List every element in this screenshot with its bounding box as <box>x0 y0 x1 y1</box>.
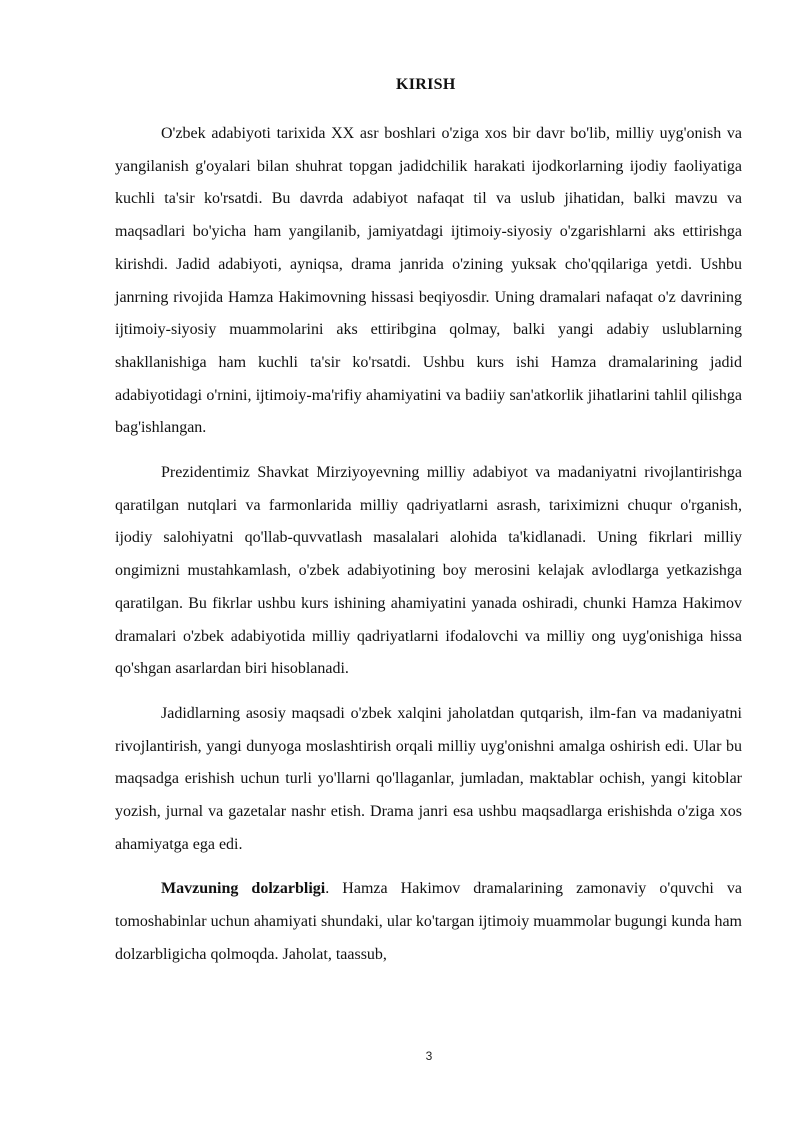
body-text <box>115 118 742 984</box>
section-title: KIRISH <box>396 76 456 93</box>
paragraph-1 <box>115 118 742 445</box>
paragraph-text: . Hamza Hakimov dramalarining zamonaviy o'quvchi va tomoshabinlar uchun ahamiyati shundaki, ular ko'targan ijtimoiy muammolar bugungi kunda ham dolzarbligicha qolmoqda. Jaholat, taassub, <box>115 880 742 963</box>
paragraph-4 <box>115 873 742 971</box>
paragraph-text: Prezidentimiz Shavkat Mirziyoyevning milliy adabiyot va madaniyatni rivojlantirishga qaratilgan nutqlari va farmonlarida milliy qadriyatlarni asrash, tariximizni chuqur o'rganish, ijodiy salohiyatni qo'llab-quvvatlash masalalari alohida ta'kidlanadi. Uning fikrlari milliy ongimizni mustahkamlash, o'zbek adabiyotining boy merosini kelajak avlodlarga yetkazishga qaratilgan. Bu fikrlar ushbu kurs ishining ahamiyatini yanada oshiradi, chunki Hamza Hakimov dramalari o'zbek adabiyotida milliy qadriyatlarni ifodalovchi va milliy ong uyg'onishiga hissa qo'shgan asarlardan biri hisoblanadi. <box>115 464 742 678</box>
paragraph-lead-bold: Mavzuning dolzarbligi <box>161 880 326 898</box>
paragraph-2 <box>115 457 742 686</box>
paragraph-text: Jadidlarning asosiy maqsadi o'zbek xalqini jaholatdan qutqarish, ilm-fan va madaniyatni rivojlantirish, yangi dunyoga moslashtirish orqali milliy uyg'onishni amalga oshirish edi. Ular bu maqsadga erishish uchun turli yo'llarni qo'llaganlar, jumladan, maktablar ochish, yangi kitoblar yozish, jurnal va gazetalar nashr etish. Drama janri esa ushbu maqsadlarga erishishda o'ziga xos ahamiyatga ega edi. <box>115 704 742 853</box>
paragraph-text: O'zbek adabiyoti tarixida XX asr boshlari o'ziga xos bir davr bo'lib, milliy uyg'onish va yangilanish g'oyalari bilan shuhrat topgan jadidchilik harakati ijodkorlarning ijodiy faoliyatiga kuchli ta'sir ko'rsatdi. Bu davrda adabiyot nafaqat til va uslub jihatidan, balki mavzu va maqsadlari bo'yicha ham yangilanib, jamiyatdagi ijtimoiy-siyosiy o'zgarishlarni aks ettirishga kirishdi. Jadid adabiyoti, ayniqsa, drama janrida o'zining yuksak cho'qqilariga yetdi. Ushbu janrning rivojida Hamza Hakimovning hissasi beqiyosdir. Uning dramalari nafaqat o'z davrining ijtimoiy-siyosiy muammolarini aks ettiribgina qolmay, balki yangi adabiy uslublarning shakllanishiga ham kuchli ta'sir ko'rsatdi. Ushbu kurs ishi Hamza dramalarining jadid adabiyotidagi o'rnini, ijtimoiy-ma'rifiy ahamiyatini va badiiy san'atkorlik jihatlarini tahlil qilishga bag'ishlangan. <box>115 125 742 437</box>
paragraph-3 <box>115 698 742 862</box>
page-number: 3 <box>425 1049 433 1063</box>
